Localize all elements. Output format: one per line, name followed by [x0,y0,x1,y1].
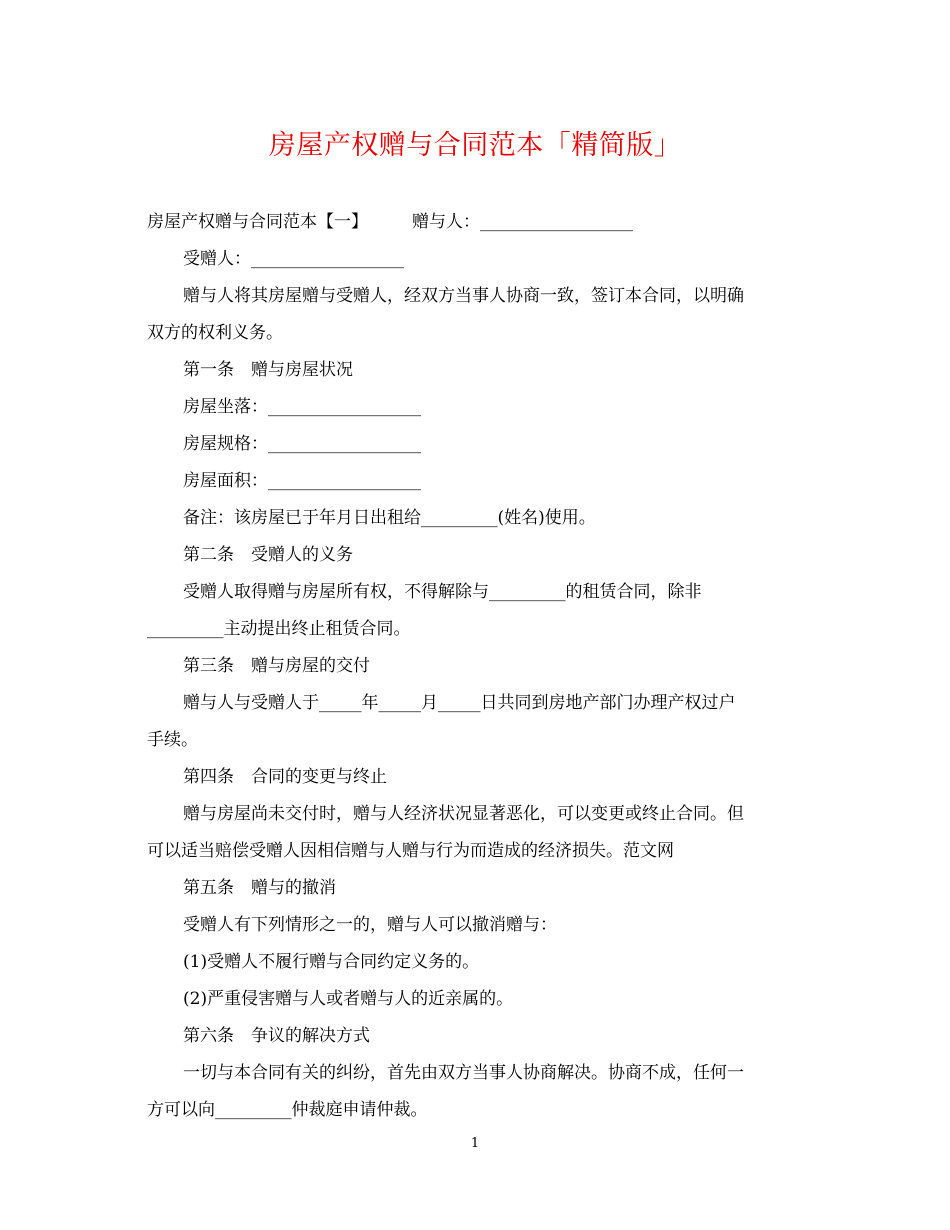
article-2-title: 第二条 受赠人的义务 [183,545,353,565]
article-6-title: 第六条 争议的解决方式 [183,1026,370,1046]
article-5-list-item: (1)受赠人不履行赠与合同约定义务的。 [183,952,480,972]
article-6-paragraph-line: 一切与本合同有关的纠纷，首先由双方当事人协商解决。协商不成，任何一 [183,1063,744,1083]
house-area-field: 房屋面积：__________________ [183,471,421,491]
house-location-field: 房屋坐落：__________________ [183,397,421,417]
article-5-list-item: (2)严重侵害赠与人或者赠与人的近亲属的。 [183,989,514,1009]
intro-paragraph-line: 双方的权利义务。 [147,323,283,343]
article-4-paragraph-line: 可以适当赔偿受赠人因相信赠与人赠与行为而造成的经济损失。范文网 [147,841,674,861]
rental-note: 备注：该房屋已于年月日出租给_________(姓名)使用。 [183,508,596,528]
article-2-paragraph-line: 受赠人取得赠与房屋所有权，不得解除与_________的租赁合同，除非 [183,582,702,602]
page-number: 1 [470,1136,480,1151]
article-6-paragraph-line: 方可以向_________仲裁庭申请仲裁。 [147,1100,428,1120]
document-body [147,204,803,1129]
contract-heading: 房屋产权赠与合同范本【一】 [147,212,368,232]
donor-field: 赠与人：__________________ [412,212,633,232]
heading-line [147,204,803,241]
document-title: 房屋产权赠与合同范本「精简版」 [268,130,682,161]
article-5-paragraph-line: 受赠人有下列情形之一的，赠与人可以撤消赠与： [183,915,557,935]
intro-paragraph-line: 赠与人将其房屋赠与受赠人，经双方当事人协商一致，签订本合同，以明确 [183,286,744,306]
article-5-title: 第五条 赠与的撤消 [183,878,336,898]
article-3-title: 第三条 赠与房屋的交付 [183,656,370,676]
house-spec-field: 房屋规格：__________________ [183,434,421,454]
donee-field: 受赠人：__________________ [183,249,404,269]
article-3-paragraph-line: 赠与人与受赠人于_____年_____月_____日共同到房地产部门办理产权过户 [183,693,736,713]
article-4-title: 第四条 合同的变更与终止 [183,767,387,787]
article-3-paragraph-line: 手续。 [147,730,198,750]
article-4-paragraph-line: 赠与房屋尚未交付时，赠与人经济状况显著恶化，可以变更或终止合同。但 [183,804,744,824]
article-1-title: 第一条 赠与房屋状况 [183,360,353,380]
article-2-paragraph-line: _________主动提出终止租赁合同。 [147,619,411,639]
